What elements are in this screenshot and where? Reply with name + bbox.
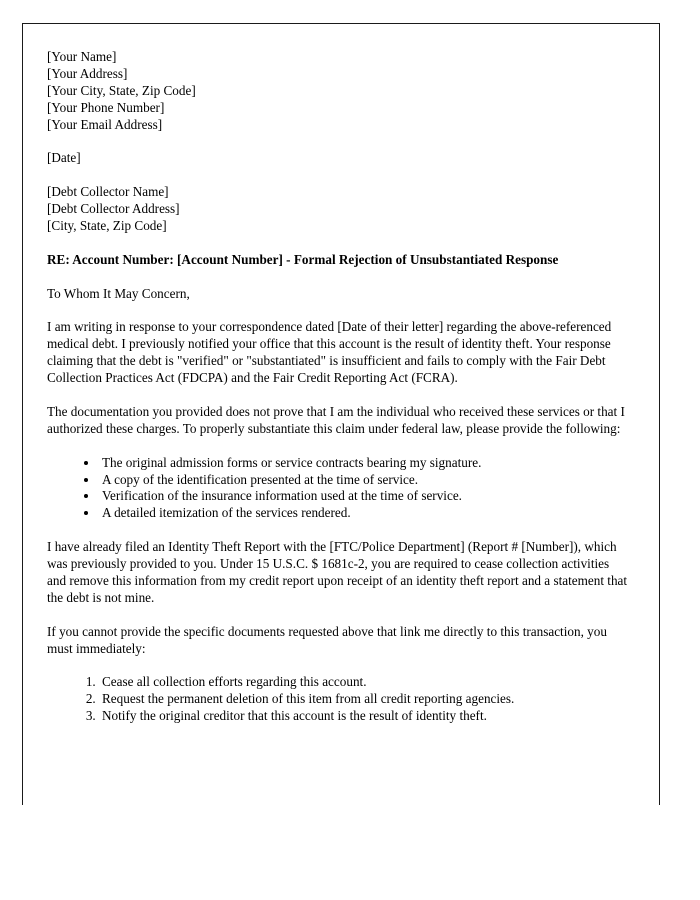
date-block [47,150,631,167]
document-body [23,24,659,725]
blank-line [47,657,631,674]
sender-address-line: [Your Email Address] [47,116,163,132]
list-item: • Verification of the insurance information used at the time of service. [99,488,631,505]
body-paragraph-2: The documentation you provided does not prove that I am the individual who received these services or that I authorized these charges. To properly substantiate this claim under federal law, please provide the following: [47,403,625,436]
recipient-address-line: [Debt Collector Name] [47,184,169,200]
body-paragraph-4: If you cannot provide the specific documents requested above that link me directly to this transaction, you must immediately: [47,623,607,656]
blank-line [47,387,631,404]
blank-line [47,235,631,252]
document-page [22,23,660,805]
sender-address-line: [Your Phone Number] [47,99,165,115]
sender-address-block [47,49,631,134]
list-item: • The original admission forms or service contracts bearing my signature. [99,455,631,472]
recipient-address-line: [Debt Collector Address] [47,201,180,217]
body-paragraph-3: I have already filed an Identity Theft Report with the [FTC/Police Department] (Report # [Number]), which was previously provided to you. Under 15 U.S.C. $ 1681c-2, you are required to cease collection activities and remove this information from my credit report upon receipt of an identity theft report and a statement that the debt is not mine. [47,539,628,605]
blank-line [47,303,631,320]
list-item: 3. Notify the original creditor that this account is the result of identity theft. [99,708,631,725]
blank-line [47,607,631,624]
blank-line [47,269,631,286]
list-item: • A detailed itemization of the services rendered. [99,505,631,522]
date-line: [Date] [47,150,81,166]
blank-line [47,522,631,539]
blank-line [47,134,631,151]
recipient-address-line: [City, State, Zip Code] [47,218,167,234]
sender-address-line: [Your Address] [47,65,128,81]
sender-address-line: [Your City, State, Zip Code] [47,82,196,98]
list-item: • A copy of the identification presented at the time of service. [99,472,631,489]
body-paragraph-1: I am writing in response to your correspondence dated [Date of their letter] regarding the above-referenced medical debt. I previously notified your office that this account is the result of identity theft. Your response claiming that the debt is "verified" or "substantiated" is insufficient and fails to comply with the Fair Debt Collection Practices Act (FDCPA) and the Fair Credit Reporting Act (FCRA). [47,319,612,386]
subject-line: RE: Account Number: [Account Number] - Formal Rejection of Unsubstantiated Response [47,251,559,267]
list-item: 2. Request the permanent deletion of this item from all credit reporting agencies. [99,691,631,708]
salutation: To Whom It May Concern, [47,285,190,301]
recipient-address-block [47,184,631,235]
blank-line [47,167,631,184]
required-actions-list [47,674,631,725]
sender-address-line: [Your Name] [47,49,117,64]
requested-documents-list [47,455,631,523]
list-item: 1. Cease all collection efforts regarding this account. [99,674,631,691]
blank-line [47,438,631,455]
